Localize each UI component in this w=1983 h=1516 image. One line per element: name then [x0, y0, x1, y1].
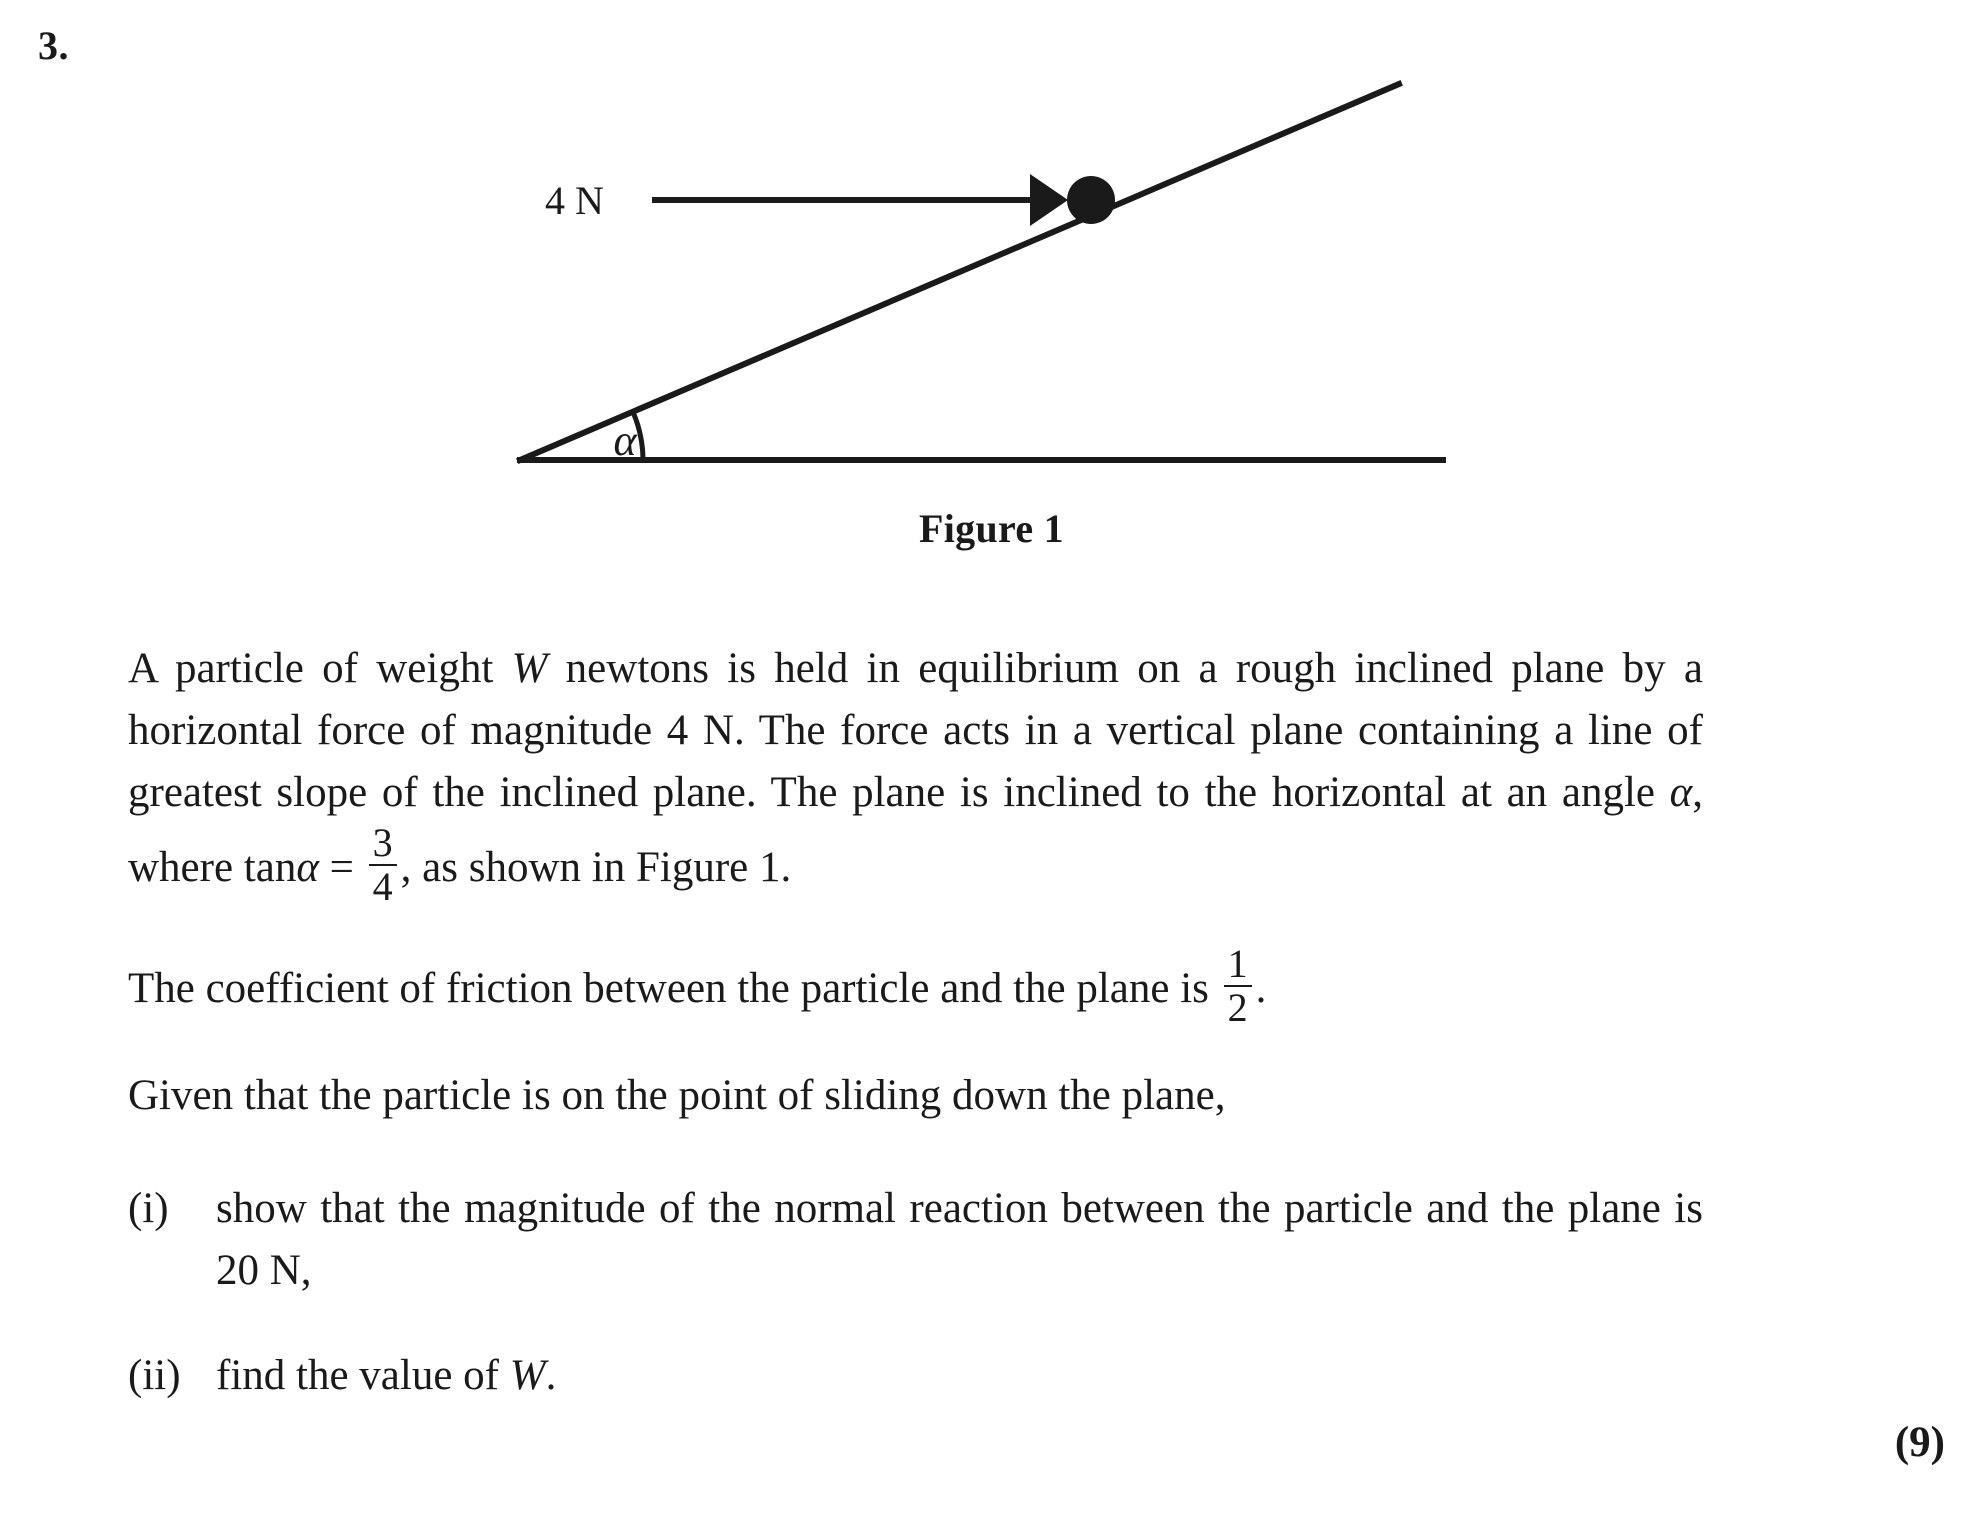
inclined-plane-line — [520, 84, 1399, 460]
alpha-symbol-1: α — [1669, 769, 1693, 816]
friction-coefficient-fraction — [1224, 943, 1252, 1028]
intro-paragraph — [128, 638, 1703, 909]
mu-fraction-denominator: 2 — [1224, 985, 1252, 1029]
friction-text-part1: The coefficient of friction between the particle and the plane is — [128, 964, 1220, 1012]
friction-paragraph — [128, 941, 1703, 1030]
tan-fraction-denominator: 4 — [369, 864, 397, 908]
weight-variable-w: W — [511, 645, 548, 692]
mu-fraction-numerator: 1 — [1227, 941, 1248, 986]
part-text-i: show that the magnitude of the normal reaction between the particle and the plane is 20 N, — [216, 1185, 1703, 1294]
particle-icon — [1067, 176, 1115, 224]
list-item — [128, 1178, 1703, 1302]
question-number: 3. — [38, 23, 69, 68]
force-arrow-head-icon — [1030, 174, 1068, 226]
intro-text-part2: newtons is held in equilibrium on a rough inclined plane by a horizontal force of magnitude 4 N. The force acts in a vertical plane containing a line of greatest slope of the inclined plane. The plane is inclined to the horizontal at an angle — [128, 645, 1703, 816]
part-ii-variable-w: W — [509, 1352, 546, 1399]
marks-allocation: (9) — [1894, 1419, 1945, 1466]
list-item — [128, 1345, 1703, 1407]
intro-text-part4: , as shown in Figure 1. — [400, 843, 792, 891]
figure-caption: Figure 1 — [919, 506, 1064, 551]
part-marker-ii: (ii) — [128, 1352, 181, 1399]
part-ii-text-prefix: find the value of — [216, 1352, 510, 1399]
friction-text-part2: . — [1255, 964, 1267, 1012]
angle-alpha-label: α — [613, 416, 637, 465]
intro-text-part1: A particle of weight — [128, 645, 512, 692]
force-magnitude-label: 4 N — [545, 178, 604, 223]
part-ii-text-suffix: . — [545, 1352, 557, 1399]
figure-1-diagram — [0, 0, 1983, 600]
alpha-symbol-2: α — [296, 843, 319, 891]
part-marker-i: (i) — [128, 1185, 169, 1232]
tan-alpha-fraction — [369, 822, 397, 907]
part-text-ii — [216, 1345, 1703, 1407]
tan-fraction-numerator: 3 — [372, 820, 393, 865]
intro-text-part3: , where tan — [128, 769, 1703, 891]
given-condition-paragraph: Given that the particle is on the point of sliding down the plane, — [128, 1072, 1226, 1119]
equals-sign: = — [318, 843, 365, 891]
